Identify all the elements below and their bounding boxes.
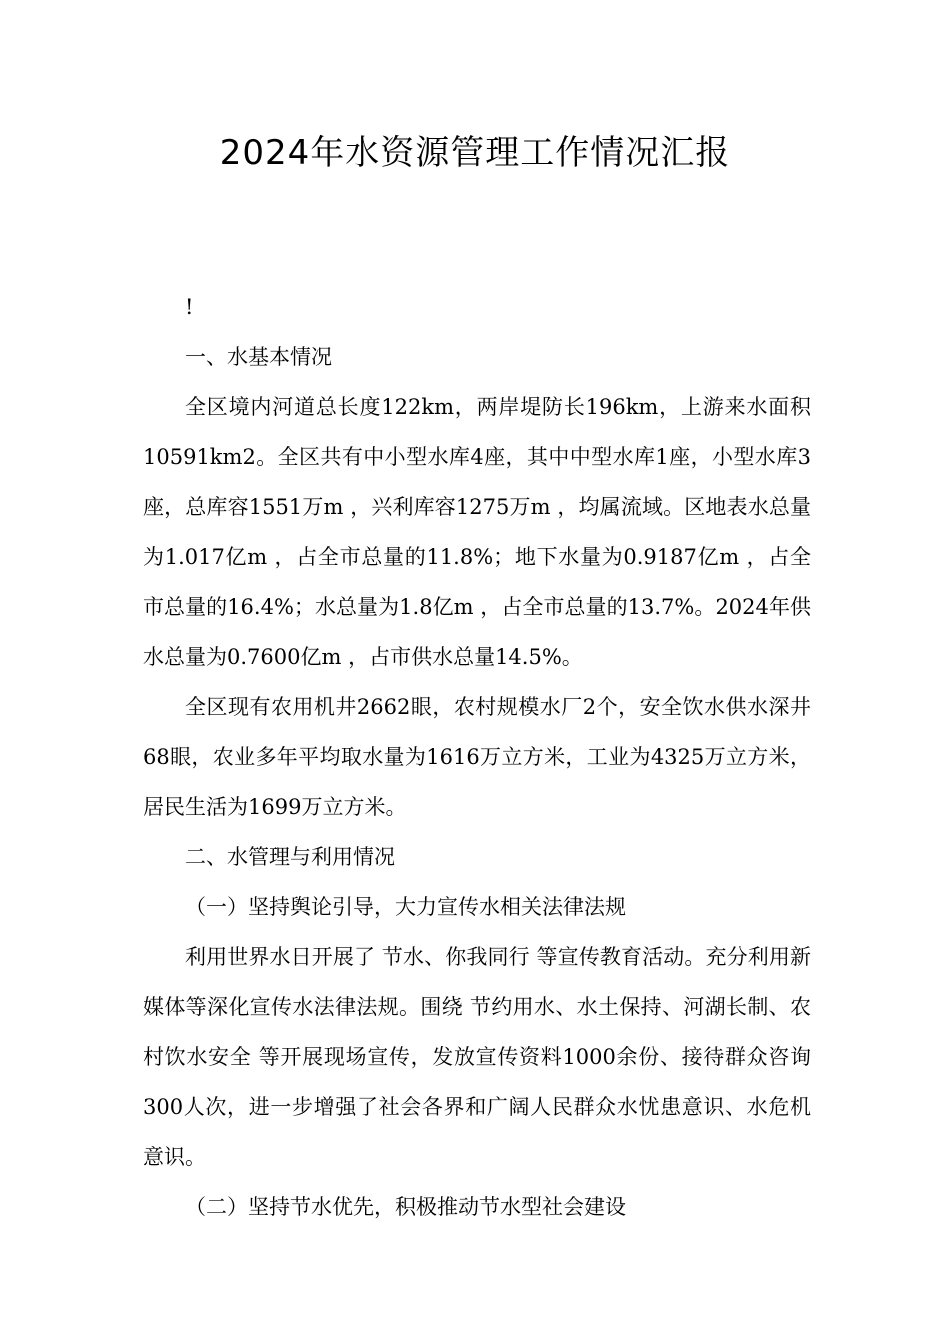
paragraph-mark: ! — [185, 295, 194, 319]
subsection-heading-2: （二）坚持节水优先，积极推动节水型社会建设 — [185, 1195, 626, 1219]
section-heading-1: 一、水基本情况 — [185, 345, 332, 369]
document-body — [143, 282, 811, 1232]
section-heading-2: 二、水管理与利用情况 — [185, 845, 395, 869]
subsection-heading-1: （一）坚持舆论引导，大力宣传水相关法律法规 — [185, 895, 626, 919]
paragraph-water-usage: 全区现有农用机井2662眼，农村规模水厂2个，安全饮水供水深井68眼，农业多年平均取水量为1616万立方米，工业为4325万立方米，居民生活为1699万立方米。 — [143, 695, 811, 819]
paragraph-publicity: 利用世界水日开展了 节水、你我同行 等宣传教育活动。充分利用新媒体等深化宣传水法律法规。围绕 节约用水、水土保持、河湖长制、农村饮水安全 等开展现场宣传，发放宣传资料1000余份、接待群众咨询300人次，进一步增强了社会各界和广阔人民群众水忧患意识、水危机意识。 — [143, 945, 811, 1169]
document-title: 2024年水资源管理工作情况汇报 — [219, 133, 731, 173]
paragraph-water-overview: 全区境内河道总长度122km，两岸堤防长196km，上游来水面积10591km2。全区共有中小型水库4座，其中中型水库1座，小型水库3座，总库容1551万m ，兴利库容1275万m ，均属流域。区地表水总量为1.017亿m ，占全市总量的11.8%；地下水量为0.9187亿m ，占全市总量的16.4%；水总量为1.8亿m ，占全市总量的13.7%。2024年供水总量为0.7600亿m ，占市供水总量14.5%。 — [143, 395, 811, 669]
